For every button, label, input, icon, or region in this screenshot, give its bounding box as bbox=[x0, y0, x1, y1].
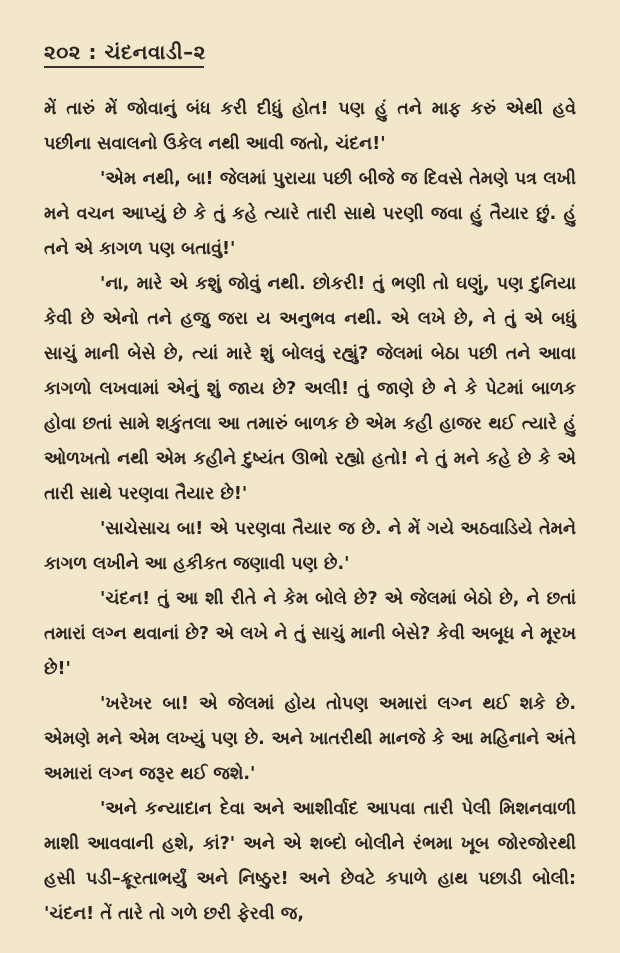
paragraph: મેં તારું મેં જોવાનું બંધ કરી દીધું હોત! પણ હું તને માફ કરું એથી હવે પછીના સવાલનો ઉકેલ નથી આવી જતો, ચંદન!' bbox=[44, 99, 576, 154]
page-number: ૨૦૨ bbox=[44, 40, 82, 64]
paragraph: 'અને કન્યાદાન દેવા અને આશીર્વાદ આપવા તારી પેલી મિશનવાળી માશી આવવાની હશે, કાં?' અને એ શબ્દો બોલીને રંભમા ખૂબ જોરજોરથી હસી પડી–ક્રૂરતાભર્યું અને નિષ્ઠુર! અને છેવટે કપાળે હાથ પછાડી બોલી: 'ચંદન! તેં તારે તો ગળે છરી ફેરવી જ, bbox=[44, 799, 576, 924]
paragraph: 'ચંદન! તું આ શી રીતે ને કેમ બોલે છે? એ જેલમાં બેઠો છે, ને છતાં તમારાં લગ્ન થવાનાં છે? એ લખે ને તું સાચું માની બેસે? કેવી અબૂધ ને મૂરખ છે!' bbox=[44, 589, 576, 679]
paragraph: 'સાચેસાચ બા! એ પરણવા તૈયાર જ છે. ને મેં ગયે અઠવાડિયે તેમને કાગળ લખીને આ હકીકત જણાવી પણ છે.' bbox=[44, 519, 576, 574]
header-separator: : bbox=[88, 40, 97, 64]
paragraph: 'ખરેખર બા! એ જેલમાં હોય તોપણ અમારાં લગ્ન થઈ શકે છે. એમણે મને એમ લખ્યું પણ છે. અને ખાતરીથી માનજે કે આ મહિનાને અંતે અમારાં લગ્ન જરૂર થઈ જશે.' bbox=[44, 694, 576, 784]
header-underline bbox=[44, 66, 204, 68]
paragraph: 'ના, મારે એ કશું જોવું નથી. છોકરી! તું ભણી તો ઘણું, પણ દુનિયા કેવી છે એનો તને હજુ જરા ય અનુભવ નથી. એ લખે છે, ને તું એ બધું સાચું માની બેસે છે, ત્યાં મારે શું બોલવું રહ્યું? જેલમાં બેઠા પછી તને આવા કાગળો લખવામાં એનું શું જાય છે? અલી! તું જાણે છે ને કે પેટમાં બાળક હોવા છતાં સામે શકુંતલા આ તમારું બાળક છે એમ કહી હાજર થઈ ત્યારે હું ઓળખતો નથી એમ કહીને દુષ્યંત ઊભો રહ્યો હતો! ને તું મને કહે છે કે એ તારી સાથે પરણવા તૈયાર છે!' bbox=[44, 274, 576, 504]
body-text bbox=[44, 92, 576, 932]
chapter-title: ચંદનવાડી–૨ bbox=[104, 40, 206, 64]
paragraph: 'એમ નથી, બા! જેલમાં પુરાયા પછી બીજે જ દિવસે તેમણે પત્ર લખી મને વચન આપ્યું છે કે તું કહે ત્યારે તારી સાથે પરણી જવા હું તૈયાર છું. હું તને એ કાગળ પણ બતાવું!' bbox=[44, 169, 576, 259]
running-header bbox=[44, 40, 576, 64]
